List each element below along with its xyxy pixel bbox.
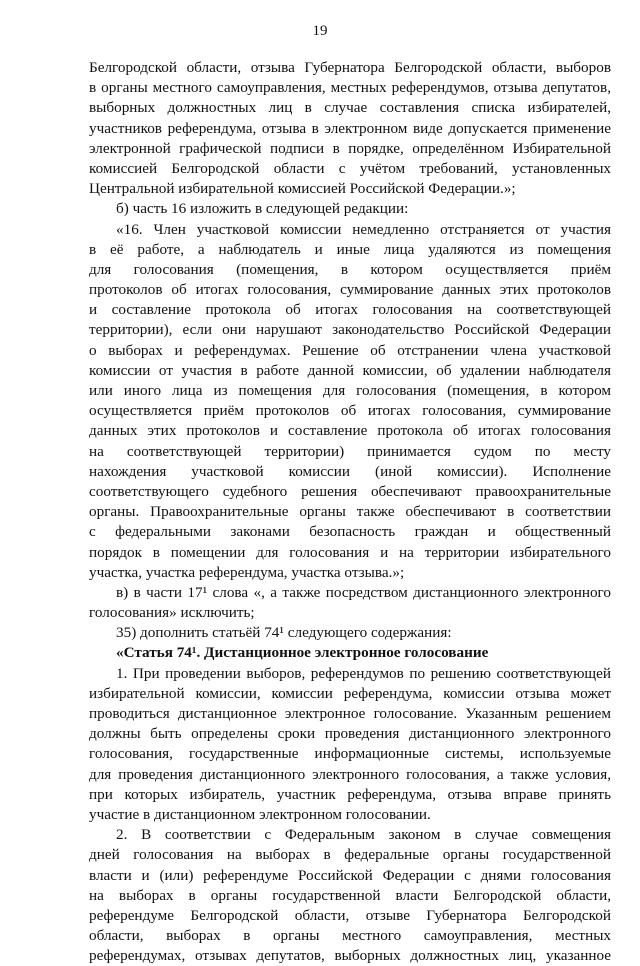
text-line: на выборах в органы государственной власти Белгородской области, xyxy=(89,886,611,904)
text-line: в) в части 17¹ слова «, а также посредством дистанционного электронного xyxy=(116,583,611,601)
text-line: референдумах, отзывах депутатов, выборных должностных лиц, указанное xyxy=(89,947,611,965)
text-line: голосования» исключить; xyxy=(89,604,255,622)
text-line: 2. В соответствии с Федеральным законом в случае совмещения xyxy=(116,826,611,844)
text-line: комиссией Белгородской области с учётом требований, установленных xyxy=(89,159,611,177)
text-line: с федеральными законами безопасность граждан и общественный xyxy=(89,523,611,541)
text-line: соответствующего судебного решения обеспечивают правоохранительные xyxy=(89,482,611,500)
text-line: участка, участка референдума, участка отзыва.»; xyxy=(89,563,405,581)
text-line: Белгородской области, отзыва Губернатора Белгородской области, выборов xyxy=(89,59,611,76)
text-line: о выборах и референдумах. Решение об отстранении члена участковой xyxy=(89,341,611,359)
text-line: нахождения участковой комиссии (иной комиссии). Исполнение xyxy=(89,462,611,480)
text-line: выборных должностных лиц в случае составления списка избирателей, xyxy=(89,99,611,117)
text-line: в её работе, а наблюдатель и иные лица удаляются из помещения xyxy=(89,240,611,258)
page-number: 19 xyxy=(312,23,328,39)
text-line: б) часть 16 изложить в следующей редакции: xyxy=(116,200,409,218)
text-line: области, выборах в органы местного самоуправления, местных xyxy=(89,927,611,945)
text-line: электронной графической подписи в порядке, определённом Избирательной xyxy=(89,139,611,157)
text-line: участие в дистанционном электронном голосовании. xyxy=(89,805,431,823)
text-line: и составление протокола об итогах голосования на соответствующей xyxy=(89,301,611,319)
text-line: должны быть определены сроки проведения дистанционного электронного xyxy=(89,725,611,743)
text-line: территории), если они нарушают законодательство Российской Федерации xyxy=(89,321,611,339)
text-line: в органы местного самоуправления, местных референдумов, отзыва депутатов, xyxy=(89,79,611,97)
text-line: для голосования (помещения, в котором осуществляется приём xyxy=(89,260,611,278)
text-line: протоколов об итогах голосования, суммирование данных этих протоколов xyxy=(89,281,611,299)
text-line: власти и (или) референдуме Российской Федерации с днями голосования xyxy=(89,866,611,884)
text-line: участников референдума, отзыва в электронном виде допускается применение xyxy=(89,119,611,137)
text-line: данных этих протоколов и составление протокола об итогах голосования xyxy=(89,422,611,440)
text-line: комиссии от участия в работе данной комиссии, об удалении наблюдателя xyxy=(89,361,611,379)
text-line: при которых избиратель, участник референдума, отзыва вправе принять xyxy=(89,785,611,803)
text-line: 35) дополнить статьёй 74¹ следующего содержания: xyxy=(116,624,452,642)
document-body xyxy=(89,58,611,966)
text-line: референдуме Белгородской области, отзыве Губернатора Белгородской xyxy=(89,906,611,924)
text-line: 1. При проведении выборов, референдумов по решению соответствующей xyxy=(116,664,611,682)
text-line: органы. Правоохранительные органы также обеспечивают в соответствии xyxy=(89,503,611,521)
text-line: проводиться дистанционное электронное голосование. Указанным решением xyxy=(89,705,611,722)
text-line: порядок в помещении для голосования и на территории избирательного xyxy=(89,543,611,561)
text-line: избирательной комиссии, комиссии референдума, комиссии отзыва может xyxy=(89,684,611,702)
text-line: Центральной избирательной комиссией Российской Федерации.»; xyxy=(89,180,516,198)
text-line: или иного лица из помещения для голосования (помещения, в котором xyxy=(89,382,611,399)
text-line: для проведения дистанционного электронного голосования, а также условия, xyxy=(89,765,611,783)
text-line: дней голосования на выборах в федеральные органы государственной xyxy=(89,846,611,864)
text-line: голосования, государственные информационные системы, используемые xyxy=(89,745,611,763)
text-line: осуществляется приём протоколов об итогах голосования, суммирование xyxy=(89,402,611,420)
text-line: на соответствующей территории) принимается судом по месту xyxy=(89,442,611,460)
text-line: «16. Член участковой комиссии немедленно отстраняется от участия xyxy=(116,220,611,238)
article-heading: «Статья 74¹. Дистанционное электронное голосование xyxy=(116,644,489,662)
